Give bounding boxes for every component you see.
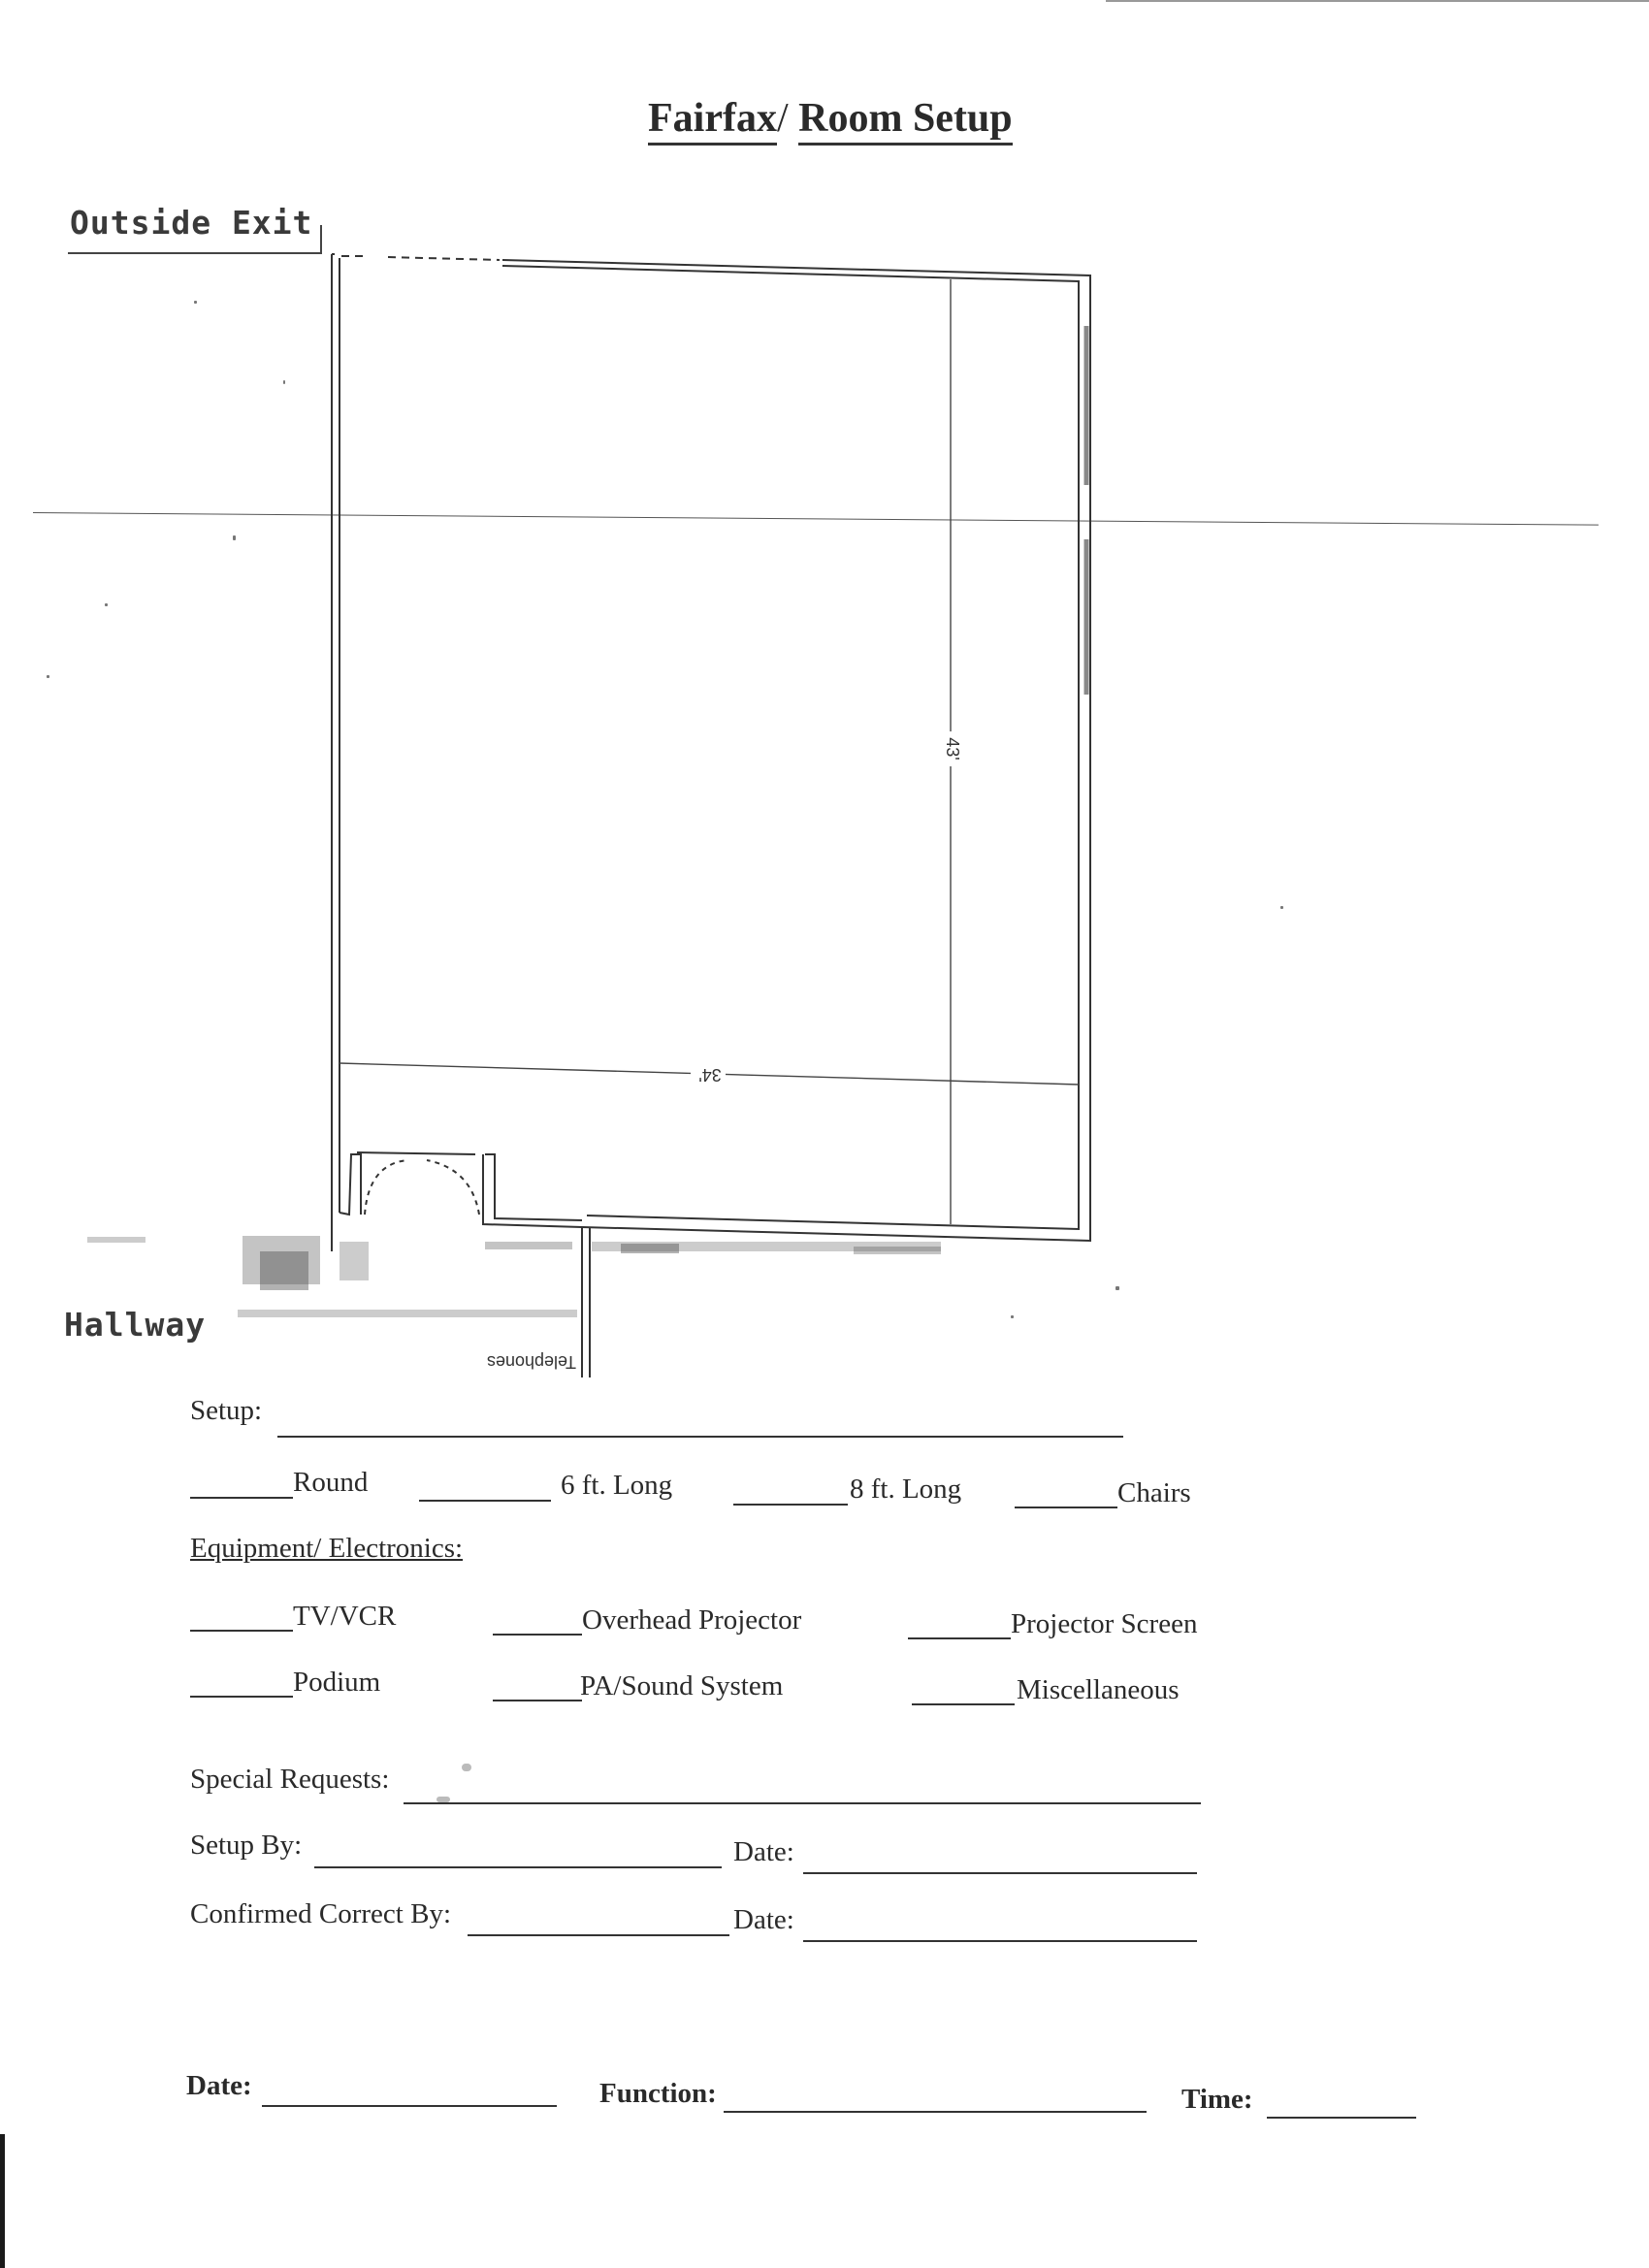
footer-function-field[interactable]	[724, 2111, 1147, 2113]
footer-date-label: Date:	[186, 2070, 252, 2101]
six-ft-count-field[interactable]	[419, 1500, 551, 1502]
setup-field[interactable]	[277, 1436, 1123, 1438]
door-swing-left	[365, 1160, 407, 1215]
scan-speck	[105, 603, 108, 606]
top-wall-left-broken	[332, 254, 500, 260]
entry-left-jamb	[340, 1154, 361, 1215]
outside-exit-label: Outside Exit	[70, 204, 313, 242]
round-label: Round	[293, 1467, 369, 1498]
footer-function-label: Function:	[599, 2078, 717, 2109]
scan-speck	[1280, 906, 1283, 909]
confirmed-date-field[interactable]	[803, 1940, 1197, 1942]
scan-speck	[47, 675, 49, 678]
pa-sound-label: PA/Sound System	[580, 1670, 784, 1701]
round-count-field[interactable]	[190, 1497, 293, 1499]
setup-date-label: Date:	[733, 1836, 794, 1867]
special-requests-label: Special Requests:	[190, 1764, 390, 1795]
title-separator: /	[776, 96, 789, 141]
telephones-label: Telephones	[486, 1352, 577, 1372]
outer-wall	[502, 260, 1090, 1241]
setup-by-label: Setup By:	[190, 1830, 303, 1861]
hallway-label: Hallway	[64, 1306, 207, 1344]
scan-speck	[233, 535, 236, 540]
overhead-projector-count-field[interactable]	[493, 1634, 582, 1636]
projector-screen-count-field[interactable]	[908, 1637, 1011, 1639]
setup-date-field[interactable]	[803, 1872, 1197, 1874]
confirmed-date-label: Date:	[733, 1904, 794, 1935]
miscellaneous-count-field[interactable]	[912, 1703, 1015, 1705]
door-swing-right	[427, 1160, 479, 1215]
scan-speck	[1116, 1286, 1119, 1290]
scan-speck	[194, 301, 197, 304]
podium-label: Podium	[293, 1667, 381, 1698]
scan-speck	[462, 1764, 471, 1771]
eight-ft-label: 8 ft. Long	[850, 1474, 962, 1505]
footer-date-field[interactable]	[262, 2105, 557, 2107]
pa-sound-count-field[interactable]	[493, 1700, 582, 1701]
six-ft-label: 6 ft. Long	[561, 1470, 673, 1501]
inner-wall	[502, 266, 1079, 1229]
scan-speck	[436, 1797, 450, 1802]
equipment-heading: Equipment/ Electronics:	[190, 1533, 464, 1564]
entry-right-jamb	[485, 1154, 582, 1220]
overhead-projector-label: Overhead Projector	[582, 1604, 802, 1636]
special-requests-field[interactable]	[404, 1802, 1201, 1804]
hallway-speckle	[87, 1236, 941, 1317]
tv-vcr-count-field[interactable]	[190, 1630, 293, 1632]
scan-left-edge	[0, 2134, 5, 2268]
setup-label: Setup:	[190, 1395, 263, 1426]
chairs-count-field[interactable]	[1015, 1507, 1117, 1508]
length-dimension-label: 43'	[943, 737, 962, 761]
scan-speck	[1011, 1315, 1014, 1318]
projector-screen-label: Projector Screen	[1011, 1608, 1198, 1639]
chairs-label: Chairs	[1117, 1477, 1191, 1508]
tv-vcr-label: TV/VCR	[293, 1601, 397, 1632]
setup-by-field[interactable]	[314, 1866, 722, 1868]
confirmed-by-label: Confirmed Correct By:	[190, 1898, 452, 1929]
footer-time-label: Time:	[1181, 2084, 1253, 2115]
confirmed-by-field[interactable]	[468, 1934, 729, 1936]
title-room-name: Fairfax	[648, 96, 777, 146]
width-dimension-label: 34'	[698, 1065, 722, 1085]
title-room-setup: Room Setup	[798, 96, 1013, 146]
eight-ft-count-field[interactable]	[733, 1504, 848, 1506]
miscellaneous-label: Miscellaneous	[1017, 1674, 1180, 1705]
podium-count-field[interactable]	[190, 1696, 293, 1698]
footer-time-field[interactable]	[1267, 2117, 1416, 2119]
scan-speck	[283, 380, 285, 384]
